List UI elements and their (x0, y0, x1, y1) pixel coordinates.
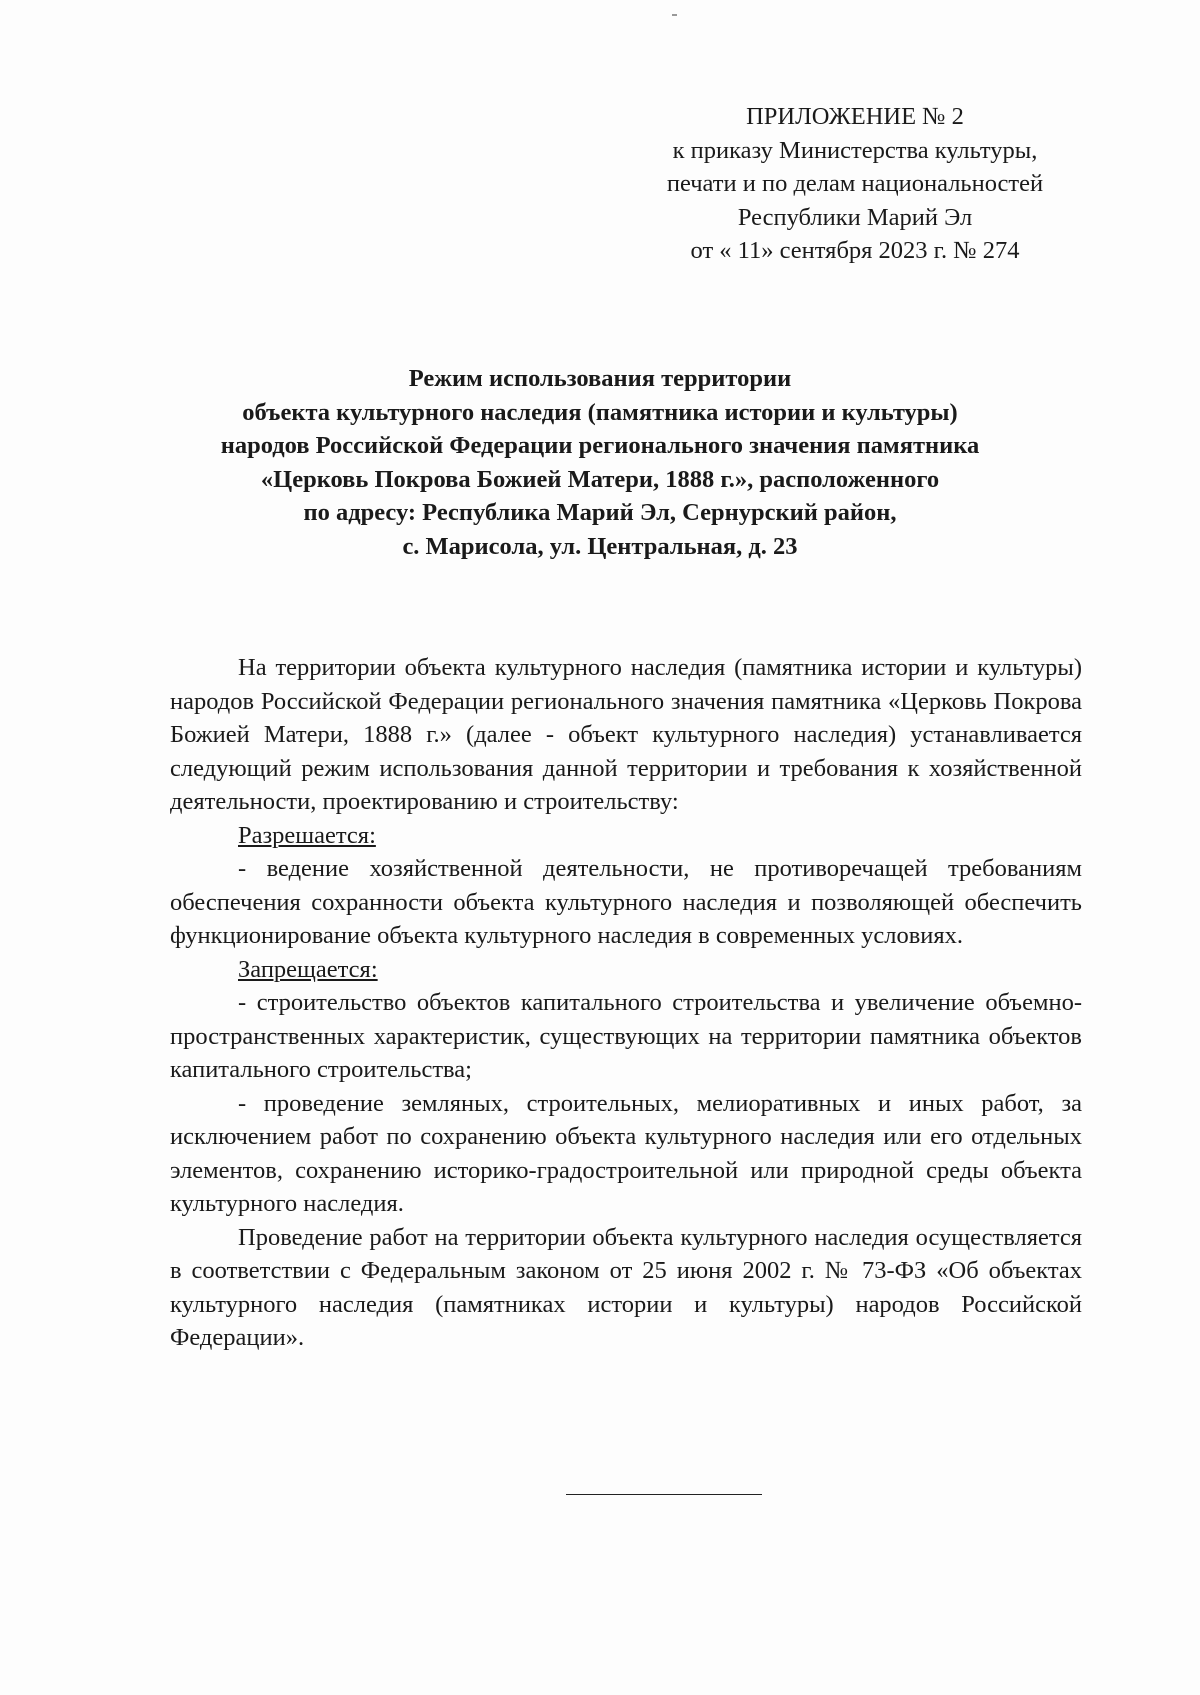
title-line: с. Марисола, ул. Центральная, д. 23 (402, 532, 798, 560)
scan-mark (672, 14, 677, 16)
forbidden-heading-text: Запрещается: (238, 955, 378, 983)
title-line: объекта культурного наследия (памятника истории и культуры) (242, 398, 958, 426)
allowed-heading-text: Разрешается: (238, 821, 376, 849)
title-line: народов Российской Федерации регионального значения памятника (220, 432, 980, 459)
title-line: «Церковь Покрова Божией Матери, 1888 г.», расположенного (260, 465, 940, 493)
document-title (140, 362, 1060, 563)
allowed-heading (170, 819, 1082, 853)
title-line: по адресу: Республика Марий Эл, Сернурский район, (303, 499, 897, 526)
document-body (170, 651, 1082, 1355)
appendix-header (620, 100, 1090, 268)
forbidden-item: - проведение земляных, строительных, мелиоративных и иных работ, за исключением работ по сохранению объекта культурного наследия или его отдельных элементов, сохранению историко-градостроительной или природной среды объекта культурного наследия. (170, 1089, 1082, 1217)
allowed-item: - ведение хозяйственной деятельности, не противоречащей требованиям обеспечения сохранности объекта культурного наследия и позволяющей обеспечить функционирование объекта культурного наследия в современных условиях. (170, 855, 1082, 949)
forbidden-heading (170, 953, 1082, 987)
appendix-number: ПРИЛОЖЕНИЕ № 2 (746, 103, 964, 130)
appendix-date: от « 11» сентября 2023 г. № 274 (690, 237, 1020, 264)
forbidden-item: - строительство объектов капитального строительства и увеличение объемно-пространственных характеристик, существующих на территории памятника объектов капитального строительства; (170, 989, 1082, 1083)
appendix-ministry: печати и по делам национальностей (666, 170, 1044, 197)
closing-paragraph: Проведение работ на территории объекта культурного наследия осуществляется в соответствии с Федеральным законом от 25 июня 2002 г. № 73-ФЗ «Об объектах культурного наследия (памятниках истории и культуры) народов Российской Федерации». (170, 1223, 1082, 1351)
end-divider (566, 1494, 762, 1495)
intro-paragraph: На территории объекта культурного наследия (памятника истории и культуры) народов Российской Федерации регионального значения памятника «Церковь Покрова Божией Матери, 1888 г.» (далее - объект культурного наследия) устанавливается следующий режим использования данной территории и требования к хозяйственной деятельности, проектированию и строительству: (170, 654, 1082, 815)
title-line: Режим использования территории (408, 365, 792, 392)
appendix-order-ref: к приказу Министерства культуры, (672, 136, 1038, 164)
appendix-republic: Республики Марий Эл (737, 203, 973, 231)
